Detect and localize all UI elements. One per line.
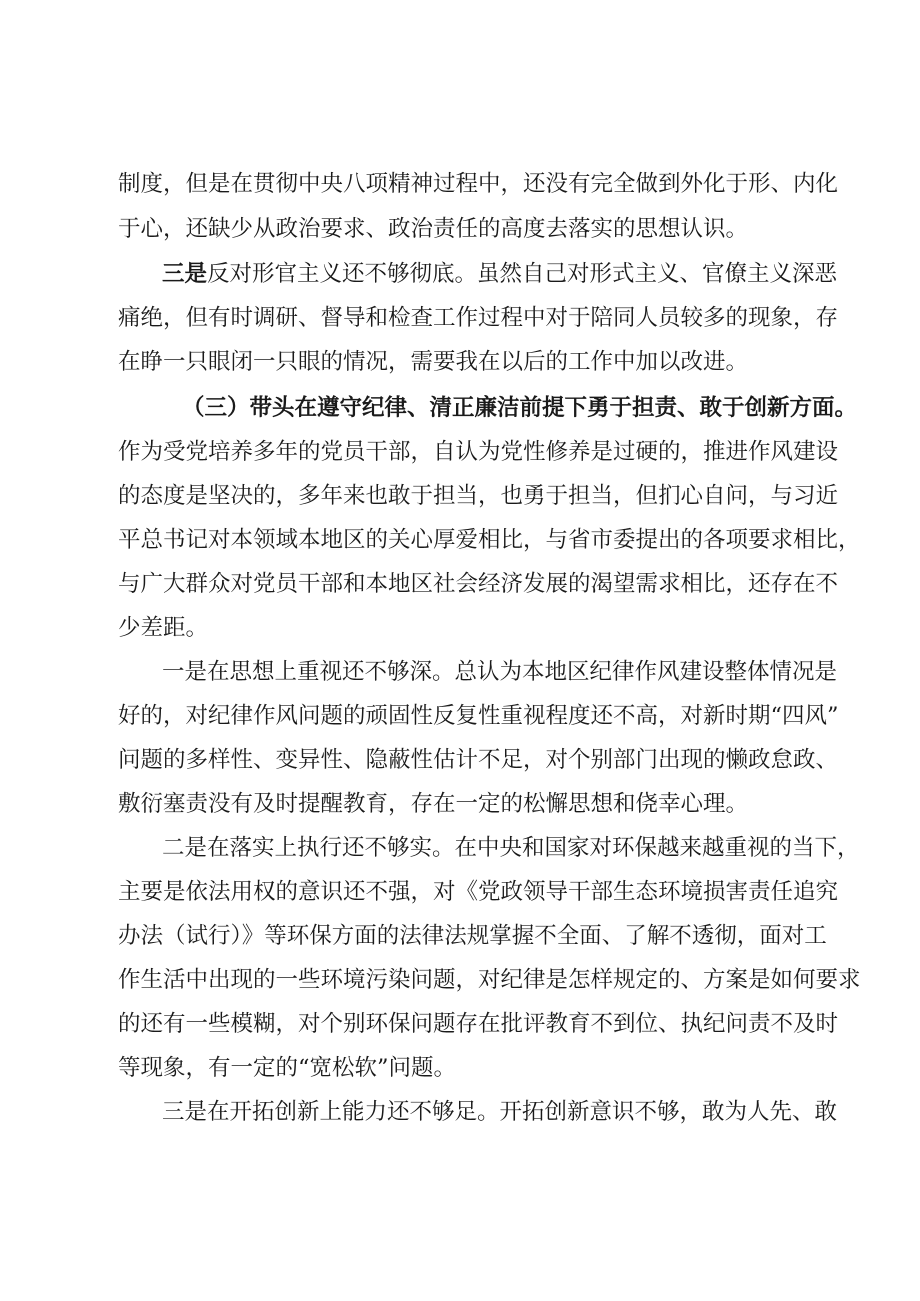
text-line-10: 与广大群众对党员干部和本地区社会经济发展的渴望需求相比，还存在不 (118, 571, 839, 597)
text-line-15: 敷衍塞责没有及时提醒教育，存在一定的松懈思想和侥幸心理。 (118, 791, 749, 817)
text-line-17: 主要是依法用权的意识还不强，对《党政领导干部生态环境损害责任追究 (118, 879, 839, 905)
text-line-20: 的还有一些模糊，对个别环保问题存在批评教育不到位、执纪问责不及时 (118, 1011, 839, 1037)
text-line-8: 的态度是坚决的，多年来也敢于担当，也勇于担当，但扪心自问，与习近 (118, 483, 839, 509)
text-line-3-body: 反对形官主义还不够彻底。虽然自己对形式主义、官僚主义深恶 (207, 261, 838, 287)
text-line-7: 作为受党培养多年的党员干部，自认为党性修养是过硬的，推进作风建设 (118, 439, 839, 465)
text-line-16: 二是在落实上执行还不够实。在中央和国家对环保越来越重视的当下， (162, 835, 860, 861)
text-line-18: 办法（试行）》等环保方面的法律法规掌握不全面、了解不透彻，面对工 (118, 923, 827, 949)
paragraph-lead: 三是 (162, 261, 208, 287)
text-line-2: 于心，还缺少从政治要求、政治责任的高度去落实的思想认识。 (118, 216, 749, 242)
text-line-4: 痛绝，但有时调研、督导和检查工作过程中对于陪同人员较多的现象，存 (118, 305, 839, 331)
section-heading: （三）带头在遵守纪律、清正廉洁前提下勇于担责、敢于创新方面。 (182, 395, 858, 421)
text-line-5: 在睁一只眼闭一只眼的情况，需要我在以后的工作中加以改进。 (118, 349, 749, 375)
text-line-12: 一是在思想上重视还不够深。总认为本地区纪律作风建设整体情况是 (162, 659, 838, 685)
text-line-19: 作生活中出现的一些环境污染问题，对纪律是怎样规定的、方案是如何要求 (118, 967, 861, 993)
text-line-22: 三是在开拓创新上能力还不够足。开拓创新意识不够，敢为人先、敢 (162, 1099, 838, 1125)
text-line-11: 少差距。 (118, 615, 209, 641)
text-line-13: 好的，对纪律作风问题的顽固性反复性重视程度还不高，对新时期“四风” (118, 703, 839, 729)
text-line-1: 制度，但是在贯彻中央八项精神过程中，还没有完全做到外化于形、内化 (118, 171, 839, 197)
text-line-9: 平总书记对本领域本地区的关心厚爱相比，与省市委提出的各项要求相比， (118, 527, 861, 553)
text-line-21: 等现象，有一定的“宽松软”问题。 (118, 1055, 457, 1081)
text-line-14: 问题的多样性、变异性、隐蔽性估计不足，对个别部门出现的懒政怠政、 (118, 747, 839, 773)
